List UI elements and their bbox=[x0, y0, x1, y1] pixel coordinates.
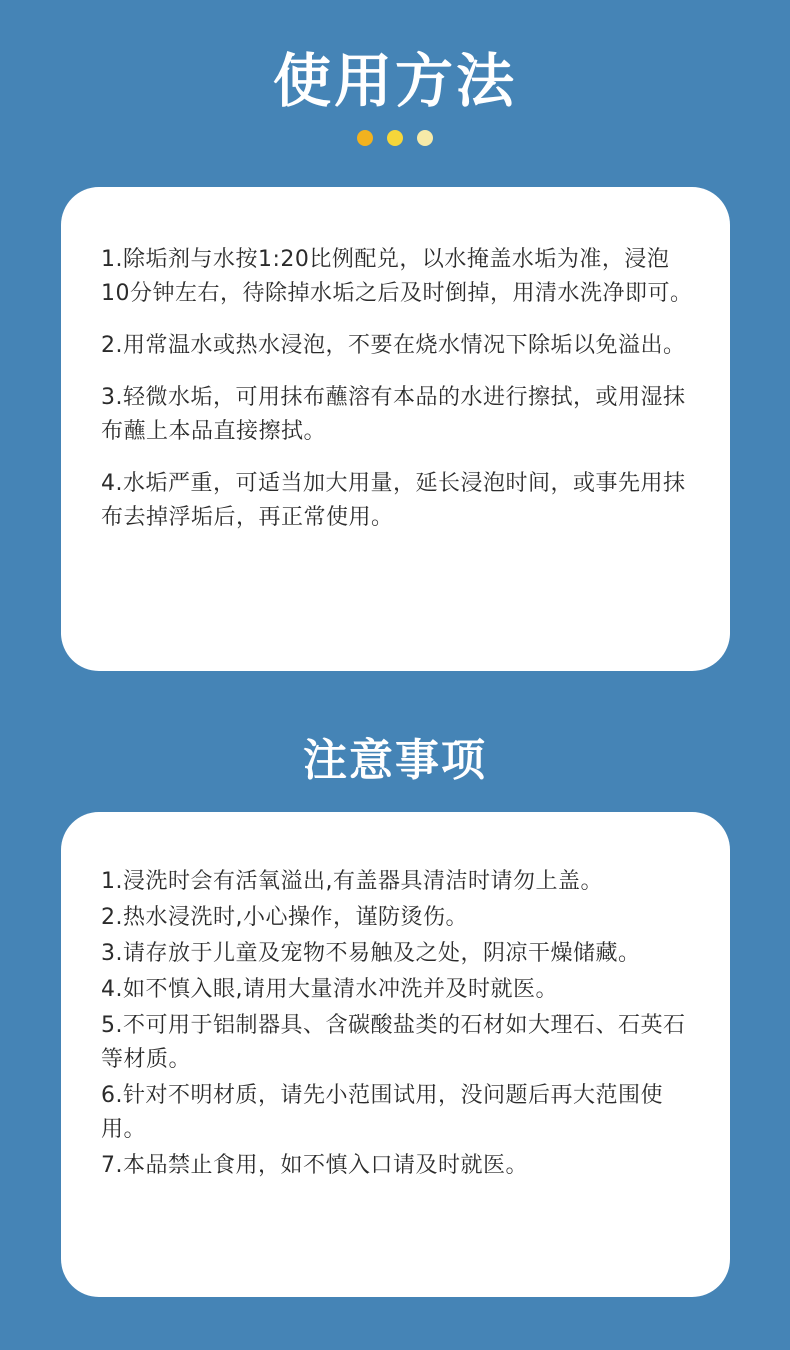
notes-section-title: 注意事项 bbox=[303, 735, 487, 786]
note-item-4: 4.如不慎入眼,请用大量清水冲洗并及时就医。 bbox=[101, 977, 558, 1002]
usage-item-2: 2.用常温水或热水浸泡，不要在烧水情况下除垢以免溢出。 bbox=[101, 333, 686, 358]
dot-icon bbox=[357, 130, 373, 146]
usage-item-4: 4.水垢严重，可适当加大用量，延长浸泡时间，或事先用抹布去掉浮垢后，再正常使用。 bbox=[101, 471, 686, 530]
usage-item-3: 3.轻微水垢，可用抹布蘸溶有本品的水进行擦拭，或用湿抹布蘸上本品直接擦拭。 bbox=[101, 385, 686, 444]
dot-icon bbox=[387, 130, 403, 146]
usage-item-1: 1.除垢剂与水按1:20比例配兑，以水掩盖水垢为准，浸泡10分钟左右，待除掉水垢之后及时倒掉，用清水洗净即可。 bbox=[101, 247, 693, 306]
note-item-5: 5.不可用于铝制器具、含碳酸盐类的石材如大理石、石英石等材质。 bbox=[101, 1013, 686, 1072]
usage-card bbox=[61, 187, 730, 671]
note-item-2: 2.热水浸洗时,小心操作，谨防烫伤。 bbox=[101, 905, 468, 930]
note-item-1: 1.浸洗时会有活氧溢出,有盖器具清洁时请勿上盖。 bbox=[101, 869, 603, 894]
usage-section-title: 使用方法 bbox=[272, 47, 517, 115]
note-item-3: 3.请存放于儿童及宠物不易触及之处，阴凉干燥储藏。 bbox=[101, 941, 641, 966]
note-item-6: 6.针对不明材质，请先小范围试用，没问题后再大范围使用。 bbox=[101, 1083, 663, 1142]
note-item-7: 7.本品禁止食用，如不慎入口请及时就医。 bbox=[101, 1153, 528, 1178]
notes-card bbox=[61, 812, 730, 1297]
dot-icon bbox=[417, 130, 433, 146]
decorative-dots bbox=[0, 130, 790, 146]
